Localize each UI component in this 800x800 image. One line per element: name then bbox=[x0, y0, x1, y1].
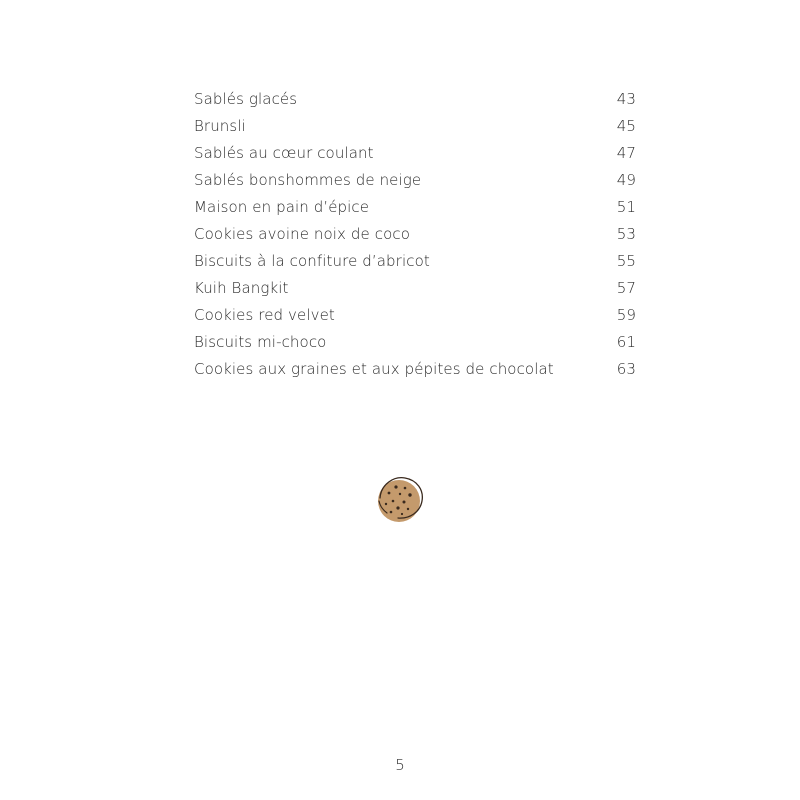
toc-entry-title: Sablés au cœur coulant bbox=[194, 144, 374, 162]
toc-entry[interactable] bbox=[194, 221, 636, 248]
toc-entry-title: Cookies red velvet bbox=[194, 306, 335, 324]
toc-entry-title: Brunsli bbox=[194, 117, 246, 135]
toc-entry[interactable] bbox=[194, 302, 636, 329]
toc-entry-page: 63 bbox=[616, 360, 636, 378]
cookie-icon bbox=[374, 472, 428, 526]
toc-entry-page: 55 bbox=[616, 252, 636, 270]
toc-entry[interactable] bbox=[194, 275, 636, 302]
toc-entry-page: 45 bbox=[616, 117, 636, 135]
toc-entry[interactable] bbox=[194, 356, 636, 383]
toc-entry-page: 57 bbox=[616, 279, 636, 297]
toc-entry-page: 47 bbox=[616, 144, 636, 162]
toc-entry-title: Sablés glacés bbox=[194, 90, 298, 108]
toc-entry-page: 53 bbox=[616, 225, 636, 243]
toc-entry-title: Biscuits mi-choco bbox=[194, 333, 327, 351]
toc-entry[interactable] bbox=[194, 248, 636, 275]
toc-entry[interactable] bbox=[194, 86, 636, 113]
toc-entry-title: Kuih Bangkit bbox=[194, 279, 289, 297]
toc-entry-title: Cookies avoine noix de coco bbox=[194, 225, 410, 243]
toc-entry[interactable] bbox=[194, 140, 636, 167]
toc-entry[interactable] bbox=[194, 194, 636, 221]
toc-entry-page: 49 bbox=[616, 171, 636, 189]
toc-entry-page: 51 bbox=[616, 198, 636, 216]
toc-entry-title: Maison en pain d’épice bbox=[194, 198, 370, 216]
toc-entry-page: 43 bbox=[616, 90, 636, 108]
page-number: 5 bbox=[395, 756, 405, 774]
toc-entry-title: Cookies aux graines et aux pépites de chocolat bbox=[194, 360, 554, 378]
toc-entry[interactable] bbox=[194, 113, 636, 140]
toc-entry-page: 59 bbox=[616, 306, 636, 324]
toc-entry-title: Sablés bonshommes de neige bbox=[194, 171, 422, 189]
toc-entry-page: 61 bbox=[616, 333, 636, 351]
toc-entry[interactable] bbox=[194, 167, 636, 194]
table-of-contents bbox=[194, 86, 636, 383]
toc-entry[interactable] bbox=[194, 329, 636, 356]
toc-entry-title: Biscuits à la confiture d’abricot bbox=[194, 252, 430, 270]
